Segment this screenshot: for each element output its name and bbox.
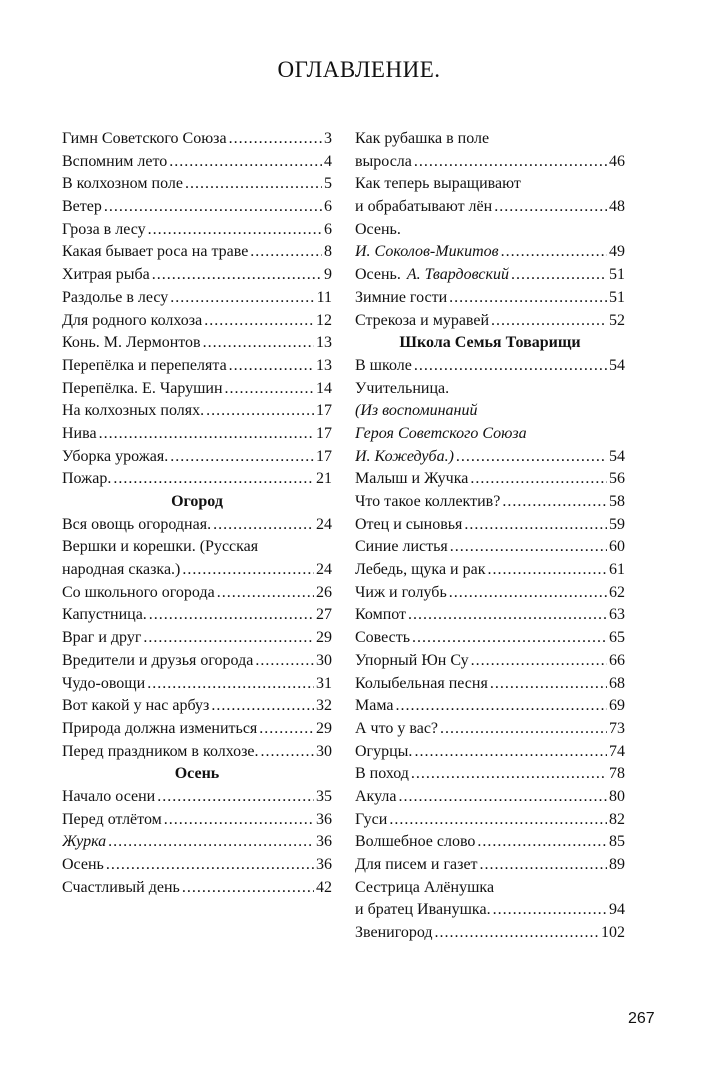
entry-title: Колыбельная песня (355, 673, 490, 696)
entry-title: Счастливый день (62, 877, 182, 900)
toc-entry (355, 582, 625, 605)
toc-entry (355, 650, 625, 673)
entry-title: Что такое коллектив? (355, 491, 502, 514)
dot-leader (169, 151, 322, 174)
dot-leader (225, 378, 314, 401)
toc-entry (355, 831, 625, 854)
entry-title: Огурцы. (355, 741, 414, 764)
entry-title: Перепёлка. Е. Чарушин (62, 378, 225, 401)
entry-title: Учительница. (355, 379, 450, 397)
dot-leader (255, 650, 314, 673)
entry-title: Вредители и друзья огорода (62, 650, 255, 673)
dot-leader (477, 831, 607, 854)
toc-column-left (62, 128, 332, 899)
toc-entry (355, 287, 625, 310)
entry-page-number: 11 (316, 288, 332, 306)
toc-entry-line (355, 173, 625, 196)
dot-leader (456, 446, 607, 469)
dot-leader (511, 264, 607, 287)
entry-title: Со школьного огорода (62, 582, 217, 605)
toc-entry-line (355, 128, 625, 151)
entry-page-number: 9 (324, 266, 332, 284)
entry-title: Звенигород (355, 922, 435, 945)
dot-leader (494, 196, 607, 219)
toc-entry (62, 378, 332, 401)
toc-entry-line (355, 400, 625, 423)
entry-title: Вся овощь огородная. (62, 514, 213, 537)
entry-title: Героя Советского Союза (355, 424, 527, 442)
dot-leader (148, 219, 322, 242)
entry-page-number: 49 (609, 243, 625, 261)
entry-page-number: 51 (609, 266, 625, 284)
section-heading: Огород (171, 493, 223, 510)
entry-page-number: 5 (324, 175, 332, 193)
entry-page-number: 17 (316, 424, 332, 442)
entry-page-number: 29 (316, 719, 332, 737)
toc-entry (62, 468, 332, 491)
dot-leader (204, 310, 314, 333)
entry-title: Чиж и голубь (355, 582, 449, 605)
entry-title: народная сказка.) (62, 559, 182, 582)
entry-title: Гимн Советского Союза (62, 128, 229, 151)
entry-title: Зимние гости (355, 287, 449, 310)
dot-leader (449, 582, 607, 605)
dot-leader (408, 604, 607, 627)
toc-entry (355, 809, 625, 832)
toc-entry (355, 695, 625, 718)
entry-title: Нива (62, 423, 99, 446)
entry-page-number: 69 (609, 697, 625, 715)
toc-entry (62, 695, 332, 718)
entry-title: выросла (355, 151, 414, 174)
entry-title: Мама (355, 695, 395, 718)
dot-leader (398, 786, 607, 809)
toc-entry (62, 151, 332, 174)
entry-title: Перед отлётом (62, 809, 164, 832)
dot-leader (99, 423, 314, 446)
entry-title: Лебедь, щука и рак (355, 559, 488, 582)
entry-title: Осень. (355, 264, 403, 287)
dot-leader (450, 536, 607, 559)
entry-title: Акула (355, 786, 398, 809)
toc-entry-line (355, 378, 625, 401)
dot-leader (491, 310, 607, 333)
entry-page-number: 65 (609, 629, 625, 647)
page-title: ОГЛАВЛЕНИЕ. (277, 57, 441, 82)
entry-page-number: 17 (316, 447, 332, 465)
toc-entry (62, 582, 332, 605)
dot-leader (414, 741, 607, 764)
dot-leader (414, 355, 607, 378)
toc-entry (355, 627, 625, 650)
entry-page-number: 6 (324, 220, 332, 238)
entry-page-number: 82 (609, 810, 625, 828)
entry-title: На колхозных полях. (62, 400, 206, 423)
dot-leader (206, 400, 314, 423)
toc-entry (355, 310, 625, 333)
toc-entry (355, 264, 625, 287)
dot-leader (480, 854, 607, 877)
entry-title: Осень. (355, 220, 401, 238)
dot-leader (213, 514, 314, 537)
dot-leader (203, 332, 314, 355)
toc-entry (62, 854, 332, 877)
dot-leader (217, 582, 314, 605)
toc-entry (62, 241, 332, 264)
entry-title: Враг и друг (62, 627, 143, 650)
entry-title: Конь. М. Лермонтов (62, 332, 203, 355)
entry-title: Ветер (62, 196, 104, 219)
entry-title: Упорный Юн Су (355, 650, 471, 673)
dot-leader (211, 695, 314, 718)
entry-page-number: 52 (609, 311, 625, 329)
toc-entry (62, 627, 332, 650)
dot-leader (106, 854, 314, 877)
entry-title: Стрекоза и муравей (355, 310, 491, 333)
toc-entry (62, 809, 332, 832)
dot-leader (440, 718, 607, 741)
toc-entry (62, 718, 332, 741)
entry-page-number: 85 (609, 833, 625, 851)
entry-page-number: 4 (324, 152, 332, 170)
toc-column-right (355, 128, 625, 945)
toc-entry (62, 310, 332, 333)
entry-title: Компот (355, 604, 408, 627)
entry-page-number: 12 (316, 311, 332, 329)
toc-entry (355, 491, 625, 514)
entry-title: В школе (355, 355, 414, 378)
entry-page-number: 8 (324, 243, 332, 261)
entry-title: Вспомним лето (62, 151, 169, 174)
section-heading: Осень (174, 765, 220, 783)
entry-page-number: 102 (601, 924, 625, 942)
entry-title: Начало осени (62, 786, 157, 809)
toc-entry (62, 332, 332, 355)
dot-leader (229, 355, 314, 378)
toc-entry (62, 446, 332, 469)
entry-page-number: 36 (316, 856, 332, 873)
dot-leader (395, 695, 607, 718)
entry-title: Перед праздником в колхозе. (62, 741, 261, 764)
entry-page-number: 29 (316, 629, 332, 647)
dot-leader (389, 809, 607, 832)
entry-page-number: 54 (609, 356, 625, 374)
entry-title: Малыш и Жучка (355, 468, 470, 491)
page-number: 267 (628, 1010, 655, 1027)
toc-entry-line (62, 536, 332, 559)
entry-title: И. Соколов-Микитов (355, 241, 501, 264)
entry-page-number: 63 (609, 606, 625, 624)
toc-entry (355, 899, 625, 922)
entry-page-number: 94 (609, 901, 625, 919)
toc-entry (355, 763, 625, 786)
entry-title: Чудо-овощи (62, 673, 147, 696)
dot-leader (471, 650, 607, 673)
entry-page-number: 74 (609, 742, 625, 760)
toc-entry-line (355, 219, 625, 242)
entry-title: Осень (62, 854, 106, 877)
entry-page-number: 59 (609, 515, 625, 533)
toc-entry (62, 219, 332, 242)
toc-entry (355, 241, 625, 264)
entry-title: Хитрая рыба (62, 264, 152, 287)
entry-page-number: 58 (609, 493, 625, 510)
dot-leader (250, 241, 322, 264)
entry-title: (Из воспоминаний (355, 402, 478, 420)
section-heading: Школа Семья Товарищи (399, 334, 581, 352)
toc-entry (62, 786, 332, 809)
entry-title: Какая бывает роса на траве (62, 241, 250, 264)
entry-page-number: 32 (316, 697, 332, 715)
entry-page-number: 24 (316, 561, 332, 579)
toc-entry (62, 604, 332, 627)
entry-page-number: 68 (609, 674, 625, 692)
entry-page-number: 80 (609, 787, 625, 805)
entry-title: Перепёлка и перепелята (62, 355, 229, 378)
entry-title: Пожар. (62, 468, 113, 491)
entry-title: Для родного колхоза (62, 310, 204, 333)
entry-page-number: 27 (316, 606, 332, 624)
toc-entry (62, 559, 332, 582)
dot-leader (412, 627, 607, 650)
entry-page-number: 3 (324, 130, 332, 147)
entry-title: Раздолье в лесу (62, 287, 170, 310)
toc-entry (62, 287, 332, 310)
entry-title: Совесть (355, 627, 412, 650)
toc-entry (355, 922, 625, 945)
toc-entry (62, 650, 332, 673)
dot-leader (501, 241, 607, 264)
toc-entry (355, 151, 625, 174)
entry-page-number: 66 (609, 651, 625, 669)
entry-page-number: 35 (316, 787, 332, 805)
toc-entry (62, 355, 332, 378)
dot-leader (164, 809, 314, 832)
entry-title: Волшебное слово (355, 831, 477, 854)
entry-title: Капустница. (62, 604, 149, 627)
toc-entry (355, 786, 625, 809)
entry-page-number: 14 (316, 379, 332, 397)
toc-entry (62, 741, 332, 764)
toc-entry (62, 196, 332, 219)
entry-page-number: 13 (316, 356, 332, 374)
entry-page-number: 36 (316, 833, 332, 851)
entry-page-number: 78 (609, 765, 625, 783)
toc-entry-line (355, 423, 625, 446)
entry-title: В колхозном поле (62, 173, 185, 196)
toc-entry (355, 559, 625, 582)
entry-title: Как теперь выращивают (355, 175, 521, 193)
entry-title: Вот какой у нас арбуз (62, 695, 211, 718)
dot-leader (411, 763, 607, 786)
entry-page-number: 21 (316, 470, 332, 488)
dot-leader (261, 741, 314, 764)
entry-title: Природа должна измениться (62, 718, 259, 741)
dot-leader (470, 468, 607, 491)
dot-leader (113, 468, 314, 491)
dot-leader (182, 877, 314, 900)
entry-title: Для писем и газет (355, 854, 480, 877)
entry-title: Синие листья (355, 536, 450, 559)
entry-author: А. Твардовский (403, 264, 511, 287)
entry-page-number: 62 (609, 583, 625, 601)
entry-page-number: 24 (316, 515, 332, 533)
entry-page-number: 31 (316, 674, 332, 692)
toc-entry (62, 173, 332, 196)
dot-leader (493, 899, 607, 922)
entry-page-number: 26 (316, 583, 332, 601)
entry-title: Как рубашка в поле (355, 130, 490, 147)
entry-page-number: 51 (609, 288, 625, 306)
dot-leader (229, 128, 322, 151)
entry-page-number: 30 (316, 742, 332, 760)
entry-title: и братец Иванушка. (355, 899, 493, 922)
dot-leader (104, 196, 322, 219)
entry-page-number: 89 (609, 856, 625, 873)
entry-title: Журка (62, 831, 108, 854)
entry-page-number: 48 (609, 198, 625, 216)
toc-entry (62, 673, 332, 696)
dot-leader (143, 627, 314, 650)
entry-title: Гуси (355, 809, 389, 832)
dot-leader (152, 264, 322, 287)
toc-entry (62, 514, 332, 537)
entry-page-number: 6 (324, 198, 332, 216)
entry-page-number: 73 (609, 719, 625, 737)
dot-leader (147, 673, 314, 696)
toc-entry (355, 604, 625, 627)
entry-page-number: 36 (316, 810, 332, 828)
entry-title: И. Кожедуба.) (355, 446, 456, 469)
toc-entry (355, 468, 625, 491)
entry-title: Гроза в лесу (62, 219, 148, 242)
dot-leader (185, 173, 322, 196)
toc-entry (355, 446, 625, 469)
entry-title: Вершки и корешки. (Русская (62, 538, 259, 556)
toc-entry (355, 355, 625, 378)
entry-page-number: 30 (316, 651, 332, 669)
entry-page-number: 61 (609, 561, 625, 579)
dot-leader (488, 559, 608, 582)
toc-entry (355, 741, 625, 764)
toc-entry (355, 854, 625, 877)
entry-title: и обрабатывают лён (355, 196, 494, 219)
toc-entry (62, 831, 332, 854)
dot-leader (108, 831, 314, 854)
entry-page-number: 54 (609, 447, 625, 465)
toc-entry (355, 718, 625, 741)
dot-leader (170, 446, 314, 469)
toc-entry (355, 673, 625, 696)
entry-title: А что у вас? (355, 718, 440, 741)
dot-leader (149, 604, 314, 627)
toc-entry-line (355, 877, 625, 900)
entry-page-number: 17 (316, 402, 332, 420)
dot-leader (157, 786, 314, 809)
entry-page-number: 42 (316, 878, 332, 896)
dot-leader (259, 718, 314, 741)
entry-page-number: 13 (316, 334, 332, 352)
entry-title: В поход (355, 763, 411, 786)
entry-page-number: 60 (609, 538, 625, 556)
entry-title: Сестрица Алёнушка (355, 878, 495, 896)
entry-page-number: 46 (609, 152, 625, 170)
toc-entry (355, 536, 625, 559)
toc-entry (62, 264, 332, 287)
dot-leader (449, 287, 607, 310)
entry-page-number: 56 (609, 470, 625, 488)
entry-title: Отец и сыновья (355, 514, 464, 537)
entry-title: Уборка урожая. (62, 446, 170, 469)
dot-leader (170, 287, 314, 310)
toc-entry (62, 128, 332, 151)
toc-entry (355, 514, 625, 537)
toc-entry (62, 877, 332, 900)
dot-leader (502, 491, 607, 514)
toc-entry (62, 400, 332, 423)
dot-leader (435, 922, 599, 945)
dot-leader (182, 559, 314, 582)
dot-leader (490, 673, 607, 696)
dot-leader (464, 514, 607, 537)
dot-leader (414, 151, 607, 174)
toc-entry (355, 196, 625, 219)
toc-entry (62, 423, 332, 446)
